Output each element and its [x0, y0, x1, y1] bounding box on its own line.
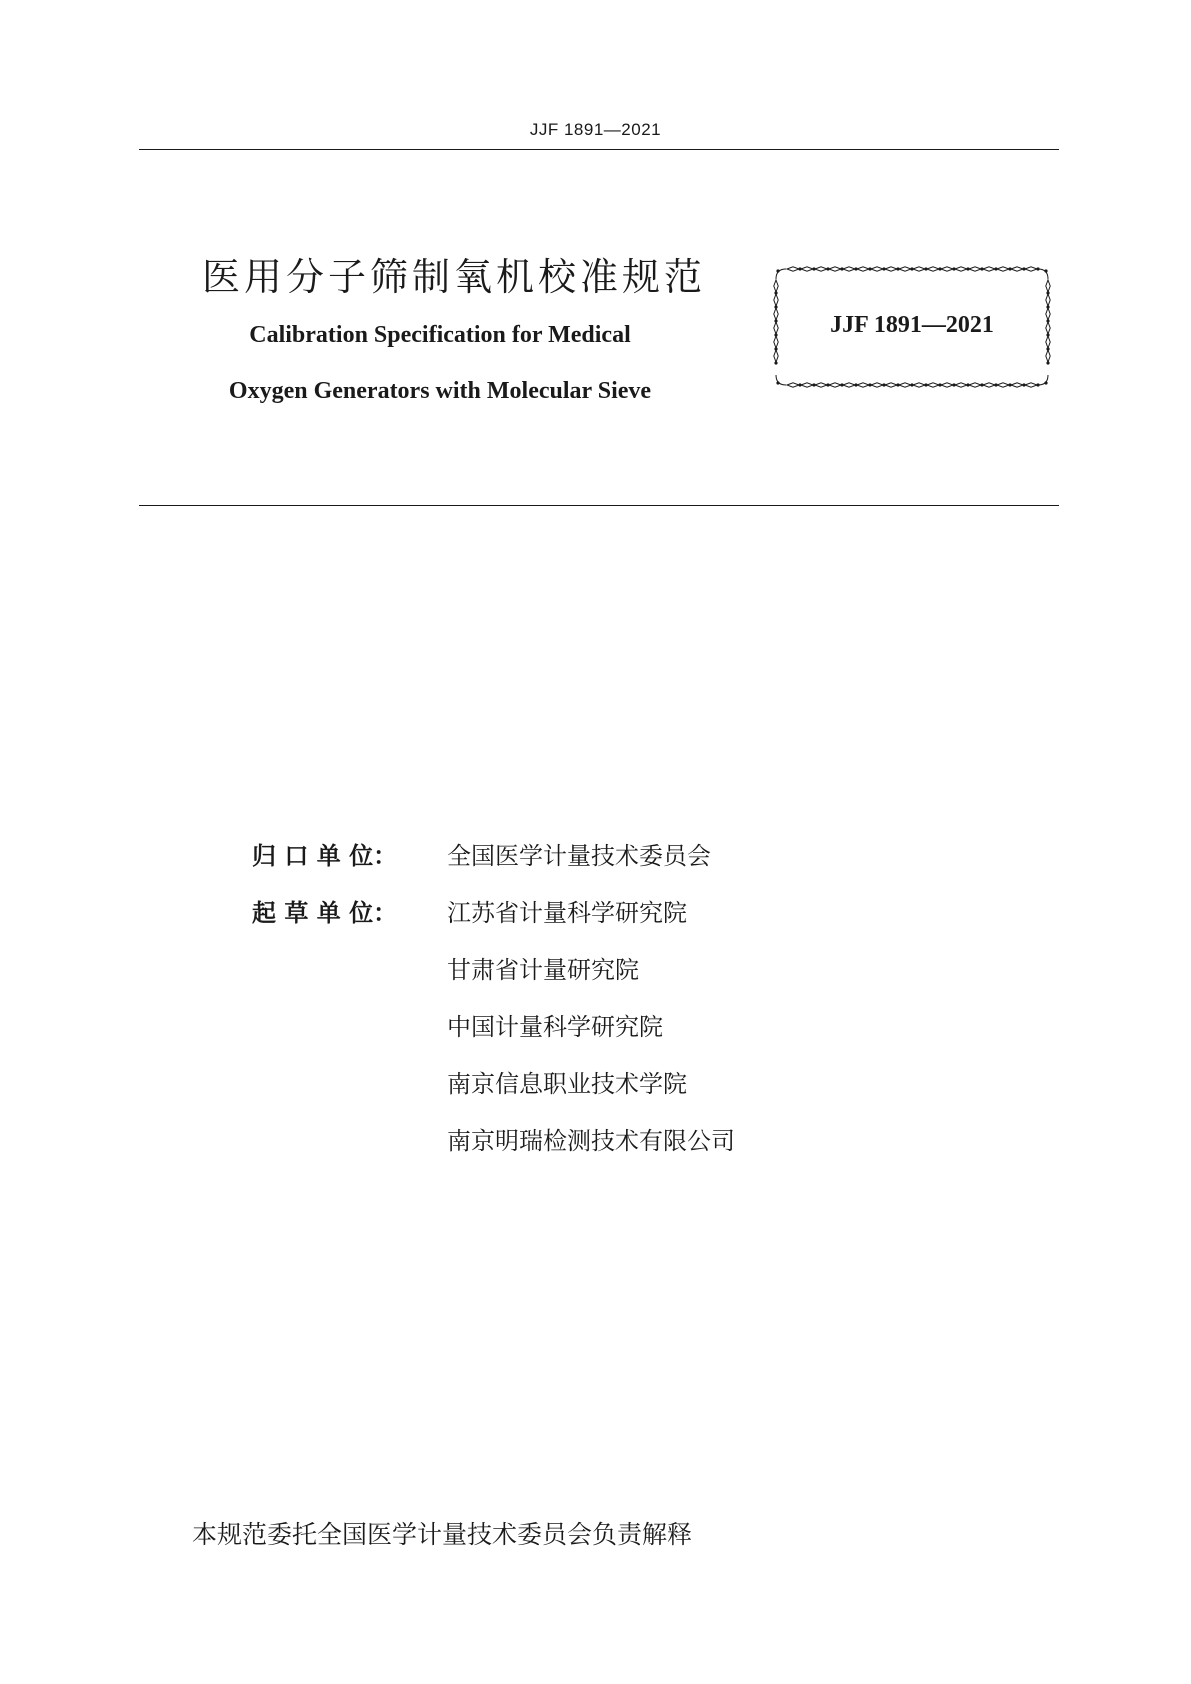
responsible-unit-value: 全国医学计量技术委员会: [447, 842, 711, 870]
top-rule: [139, 149, 1059, 150]
drafting-unit-item: 江苏省计量科学研究院: [447, 899, 687, 927]
drafting-unit-item: 南京明瑞检测技术有限公司: [447, 1127, 735, 1155]
drafting-unit-label: 起 草 单 位：: [252, 899, 398, 927]
code-box-text: JJF 1891—2021: [830, 312, 994, 338]
drafting-unit-item: 中国计量科学研究院: [447, 1013, 663, 1041]
title-english-line-2: Oxygen Generators with Molecular Sieve: [228, 378, 652, 404]
drafting-unit-item: 甘肃省计量研究院: [447, 956, 639, 984]
responsible-unit-label: 归 口 单 位：: [252, 842, 398, 870]
code-box: [770, 263, 1054, 391]
title-chinese: 医用分子筛制氧机校准规范: [202, 255, 707, 299]
title-english-line-1: Calibration Specification for Medical: [249, 322, 631, 348]
responsible-unit-row: [252, 836, 711, 871]
mid-rule: [139, 505, 1059, 506]
interpretation-note: 本规范委托全国医学计量技术委员会负责解释: [192, 1520, 693, 1549]
drafting-unit-row: [252, 893, 687, 928]
header-code: JJF 1891—2021: [529, 120, 662, 139]
drafting-unit-item: 南京信息职业技术学院: [447, 1070, 687, 1098]
